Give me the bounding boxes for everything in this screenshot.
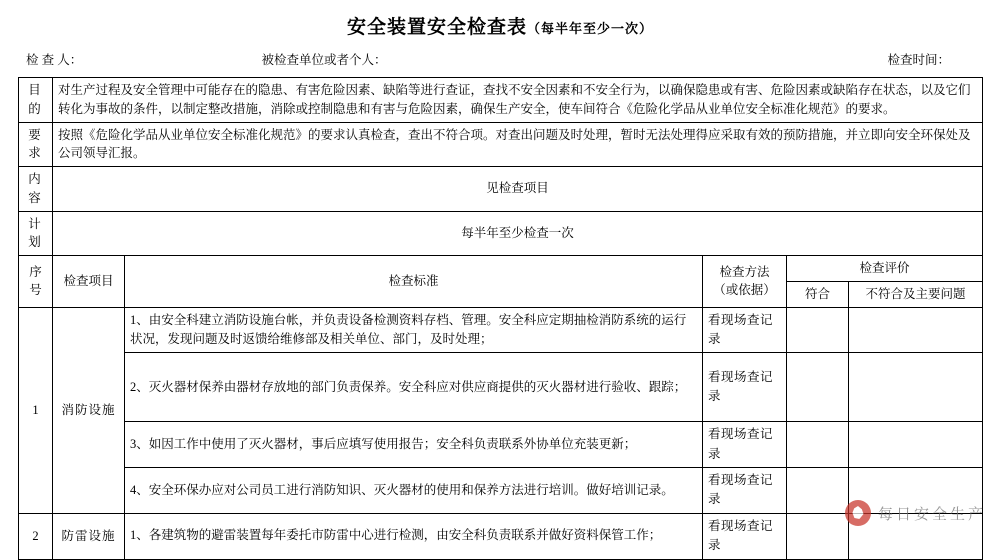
purpose-label: 目 的 xyxy=(19,78,53,123)
table-row xyxy=(19,513,983,559)
requirement-text: 按照《危险化学品从业单位安全标准化规范》的要求认真检查，查出不符合项。对查出问题及时处理，暂时无法处理得应采取有效的预防措施，并立即向安全环保处及公司领导汇报。 xyxy=(53,122,983,167)
table-row-purpose xyxy=(19,78,983,123)
table-row-plan xyxy=(19,211,983,256)
meta-row xyxy=(18,49,982,77)
inspection-table xyxy=(18,77,983,560)
row-method: 看现场查记录 xyxy=(703,468,787,514)
table-row-content xyxy=(19,167,983,212)
inspect-time-label: 检查时间： xyxy=(887,53,950,67)
row-method: 看现场查记录 xyxy=(703,307,787,353)
header-item: 检查项目 xyxy=(53,256,125,308)
row-standard: 4、安全环保办应对公司员工进行消防知识、灭火器材的使用和保养方法进行培训。做好培训记录。 xyxy=(125,468,703,514)
table-header-row-1 xyxy=(19,256,983,282)
row-conform[interactable] xyxy=(787,513,849,559)
row-seq: 2 xyxy=(19,513,53,559)
header-seq: 序号 xyxy=(19,256,53,308)
watermark xyxy=(845,500,986,526)
header-nonconform: 不符合及主要问题 xyxy=(849,281,983,307)
row-item: 防雷设施 xyxy=(53,513,125,559)
row-method: 看现场查记录 xyxy=(703,513,787,559)
header-method-line2: （或依据） xyxy=(713,283,776,298)
plan-label: 计 划 xyxy=(19,211,53,256)
row-nonconform[interactable] xyxy=(849,307,983,353)
watermark-text: 每日安全生产 xyxy=(877,506,986,523)
content-label: 内 容 xyxy=(19,167,53,212)
table-row xyxy=(19,468,983,514)
row-conform[interactable] xyxy=(787,468,849,514)
row-nonconform[interactable] xyxy=(849,353,983,422)
row-standard: 1、各建筑物的避雷装置每年委托市防雷中心进行检测，由安全科负责联系并做好资料保管工作； xyxy=(125,513,703,559)
header-evaluation: 检查评价 xyxy=(787,256,983,282)
purpose-text: 对生产过程及安全管理中可能存在的隐患、有害危险因素、缺陷等进行查证，查找不安全因素和不安全行为，以确保隐患或有害、危险因素或缺陷存在状态，以及它们转化为事故的条件，以制定整改措施，消除或控制隐患和有害与危险因素，确保生产安全，使车间符合《危险化学品从业单位安全标准化规范》的要求。 xyxy=(53,78,983,123)
row-standard: 3、如因工作中使用了灭火器材，事后应填写使用报告；安全科负责联系外协单位充装更新； xyxy=(125,422,703,468)
row-conform[interactable] xyxy=(787,422,849,468)
header-conform: 符合 xyxy=(787,281,849,307)
row-standard: 2、灭火器材保养由器材存放地的部门负责保养。安全科应对供应商提供的灭火器材进行验收、跟踪； xyxy=(125,353,703,422)
row-nonconform[interactable] xyxy=(849,422,983,468)
row-method: 看现场查记录 xyxy=(703,353,787,422)
row-seq: 1 xyxy=(19,307,53,513)
row-conform[interactable] xyxy=(787,307,849,353)
row-item: 消防设施 xyxy=(53,307,125,513)
row-standard: 1、由安全科建立消防设施台帐，并负责设备检测资料存档、管理。安全科应定期抽检消防系统的运行状况，发现问题及时返馈给维修部及相关单位、部门，及时处理； xyxy=(125,307,703,353)
flame-logo-icon xyxy=(845,500,871,526)
table-row xyxy=(19,353,983,422)
page-title-sub: （每半年至少一次） xyxy=(527,21,654,36)
content-text: 见检查项目 xyxy=(53,167,983,212)
plan-text: 每半年至少检查一次 xyxy=(53,211,983,256)
header-method xyxy=(703,256,787,308)
requirement-label: 要 求 xyxy=(19,122,53,167)
page-title xyxy=(18,0,982,49)
header-method-line1: 检查方法 xyxy=(719,264,770,279)
inspected-unit-label: 被检查单位或者个人： xyxy=(261,53,387,67)
row-method: 看现场查记录 xyxy=(703,422,787,468)
row-conform[interactable] xyxy=(787,353,849,422)
page-title-main: 安全装置安全检查表 xyxy=(346,17,527,38)
table-row xyxy=(19,422,983,468)
inspector-label: 检 查 人： xyxy=(26,53,83,67)
table-row-requirement xyxy=(19,122,983,167)
header-standard: 检查标准 xyxy=(125,256,703,308)
table-row xyxy=(19,307,983,353)
